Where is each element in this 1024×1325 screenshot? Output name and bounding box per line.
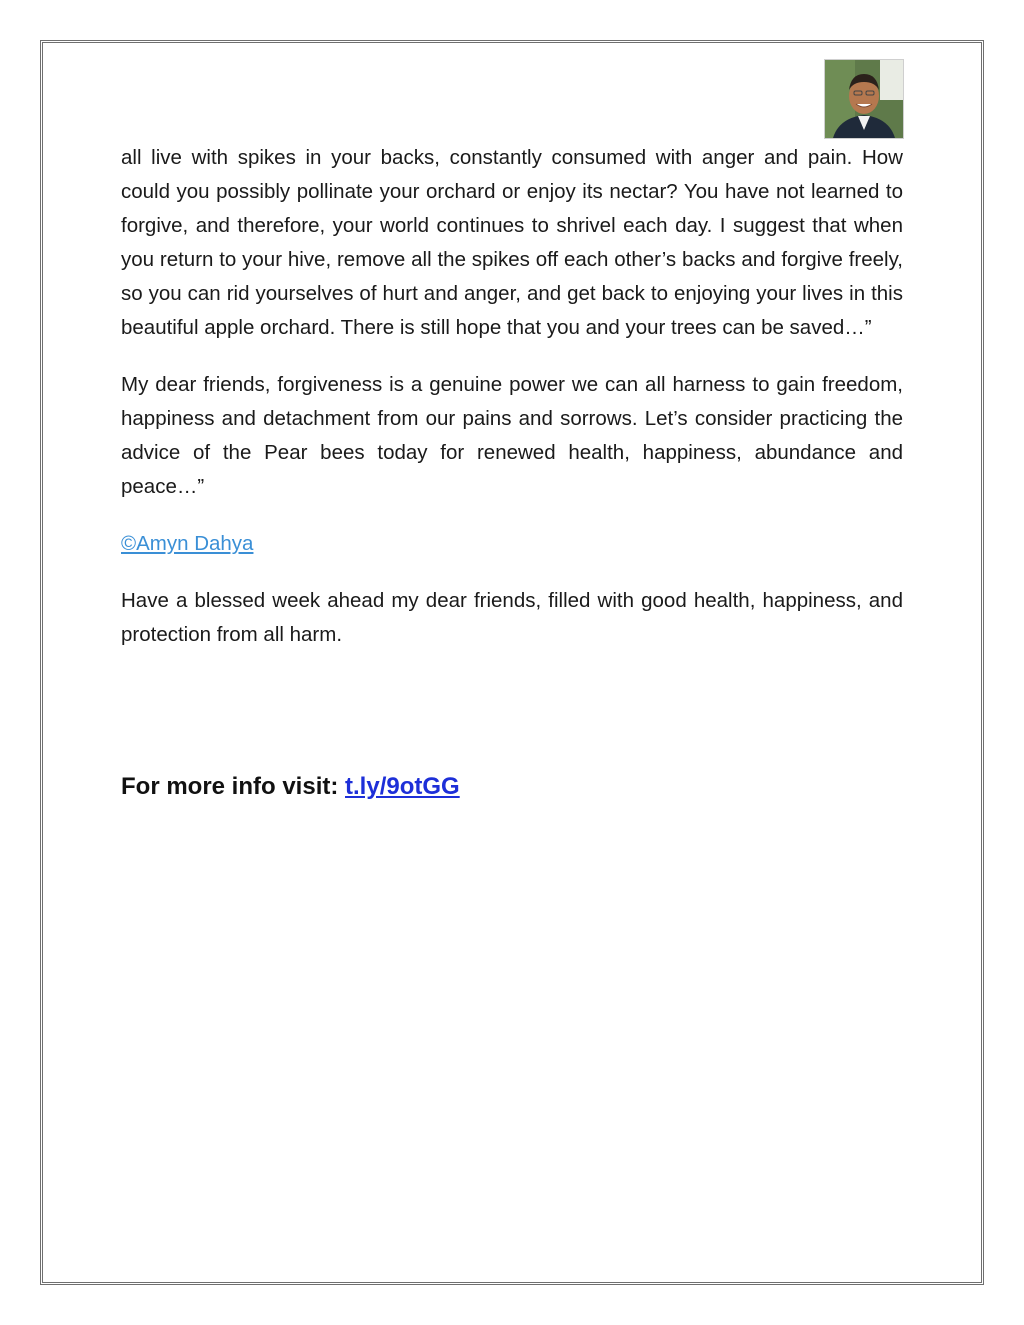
paragraph-closing-blessing: Have a blessed week ahead my dear friends, filled with good health, happiness, and protection from all harm. [121, 589, 903, 646]
author-portrait [824, 59, 904, 139]
more-info-line [121, 770, 460, 804]
more-info-link[interactable]: t.ly/9otGG [345, 773, 460, 800]
paragraph-forgiveness-story: all live with spikes in your backs, constantly consumed with anger and pain. How could you possibly pollinate your orchard or enjoy its nectar? You have not learned to forgive, and therefore, your world continues to shrivel each day. I suggest that when you return to your hive, remove all the spikes off each other’s backs and forgive freely, so you can rid yourselves of hurt and anger, and get back to enjoying your lives in this beautiful apple orchard. There is still hope that you and your trees can be saved…” [121, 146, 903, 339]
paragraph-forgiveness-power: My dear friends, forgiveness is a genuine power we can all harness to gain freedom, happiness and detachment from our pains and sorrows. Let’s consider practicing the advice of the Pear bees today for renewed health, happiness, abundance and peace…” [121, 373, 903, 498]
article-body [121, 141, 903, 675]
more-info-label: For more info visit: [121, 773, 346, 800]
author-credit-link[interactable]: ©Amyn Dahya [121, 532, 254, 555]
author-credit [121, 527, 903, 561]
author-portrait-icon [825, 60, 903, 138]
